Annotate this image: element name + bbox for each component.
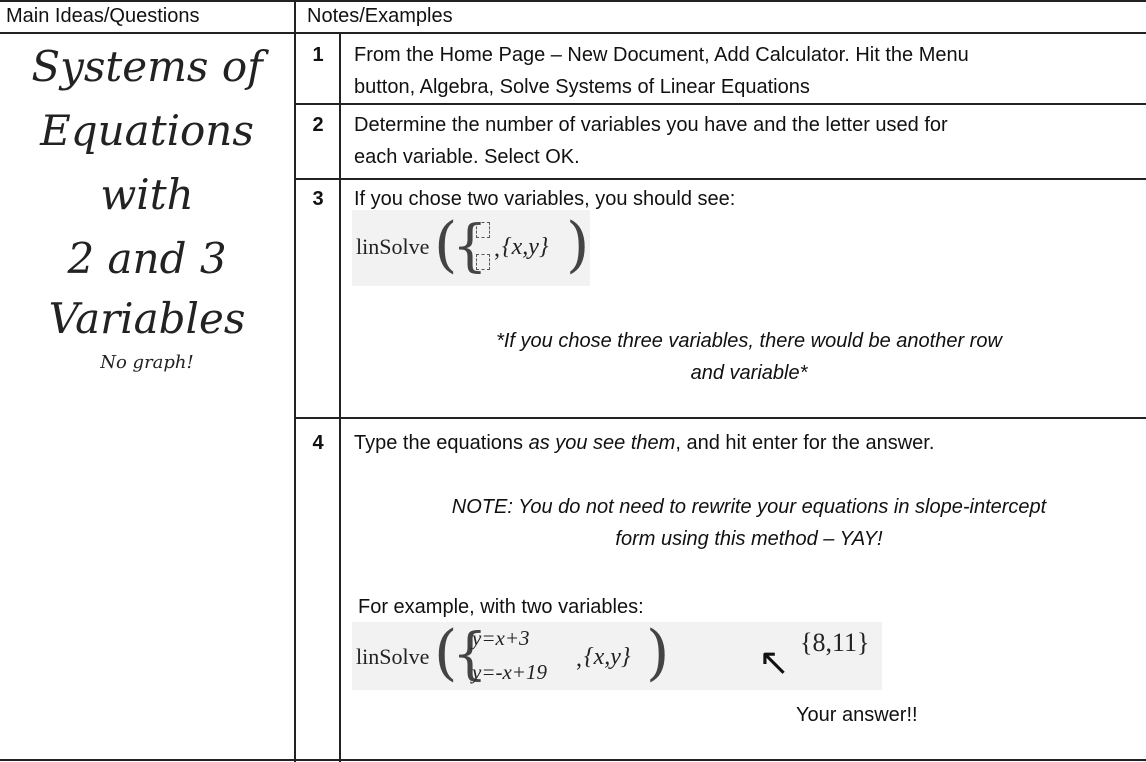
- topic-line-4: 2 and 3: [67, 234, 227, 283]
- linsolve-example-image: [352, 618, 882, 690]
- row-4-text: [354, 430, 934, 456]
- row-4-text-a: Type the equations: [354, 432, 529, 454]
- table-bottom-border: [0, 759, 1146, 761]
- linsolve-function-name: linSolve: [356, 234, 430, 259]
- row-number-2: 2: [312, 114, 324, 136]
- row-number-3: 3: [312, 188, 324, 210]
- topic-line-2: Equations: [40, 106, 254, 155]
- arrow-icon: ↖: [758, 640, 790, 684]
- row-3-text: If you chose two variables, you should see:: [354, 188, 736, 210]
- empty-equation-slot-2: [476, 254, 490, 270]
- empty-equation-slot-1: [476, 222, 490, 238]
- row-1-text-line-1: From the Home Page – New Document, Add Calculator. Hit the Menu: [354, 44, 969, 66]
- row-4-example-label: For example, with two variables:: [358, 596, 644, 618]
- example-close-paren-icon: ): [646, 618, 670, 688]
- row-4-text-emphasis: as you see them: [528, 432, 676, 454]
- equation-2: y=-x+19: [472, 660, 547, 684]
- row-1-text-line-2: button, Algebra, Solve Systems of Linear Equations: [354, 76, 810, 98]
- row-4-note-line-2: form using this method – YAY!: [615, 528, 883, 550]
- variable-list: {x,y}: [502, 234, 549, 260]
- row-number-4: 4: [312, 432, 324, 454]
- example-comma-separator: ,: [576, 646, 582, 672]
- header-bottom-border: [0, 32, 1146, 34]
- column-divider-main: [294, 0, 296, 762]
- example-open-brace-icon: {: [452, 622, 488, 687]
- answer-label: Your answer!!: [796, 704, 918, 726]
- column-divider-number: [339, 33, 341, 762]
- header-notes-examples: Notes/Examples: [307, 5, 453, 27]
- row-4-note-line-1: NOTE: You do not need to rewrite your equations in slope-intercept: [451, 496, 1047, 518]
- row-2-text-line-1: Determine the number of variables you have and the letter used for: [354, 114, 948, 136]
- open-brace-icon: {: [452, 214, 488, 279]
- topic-line-5: Variables: [48, 294, 246, 343]
- row-4-text-c: , and hit enter for the answer.: [675, 432, 935, 454]
- solution-result: {8,11}: [800, 628, 870, 657]
- linsolve-template-image: [352, 210, 590, 286]
- topic-line-3: with: [100, 170, 194, 219]
- row-2-text-line-2: each variable. Select OK.: [354, 146, 580, 168]
- row-divider-1: [296, 103, 1146, 105]
- open-paren-icon: (: [434, 210, 458, 280]
- close-paren-icon: ): [566, 210, 590, 280]
- example-open-paren-icon: (: [434, 618, 458, 688]
- topic-line-1: Systems of: [31, 42, 263, 91]
- linsolve-example-function-name: linSolve: [356, 644, 430, 669]
- equation-1: y=x+3: [472, 626, 530, 650]
- row-divider-2: [296, 178, 1146, 180]
- example-variable-list: {x,y}: [584, 644, 631, 670]
- header-main-ideas: Main Ideas/Questions: [6, 5, 200, 27]
- row-3-note-line-1: *If you chose three variables, there would be another row: [496, 330, 1002, 352]
- row-number-1: 1: [312, 44, 324, 66]
- row-divider-3: [296, 417, 1146, 419]
- topic-subtitle: No graph!: [100, 352, 194, 373]
- comma-separator: ,: [494, 236, 500, 262]
- row-3-note-line-2: and variable*: [690, 362, 808, 384]
